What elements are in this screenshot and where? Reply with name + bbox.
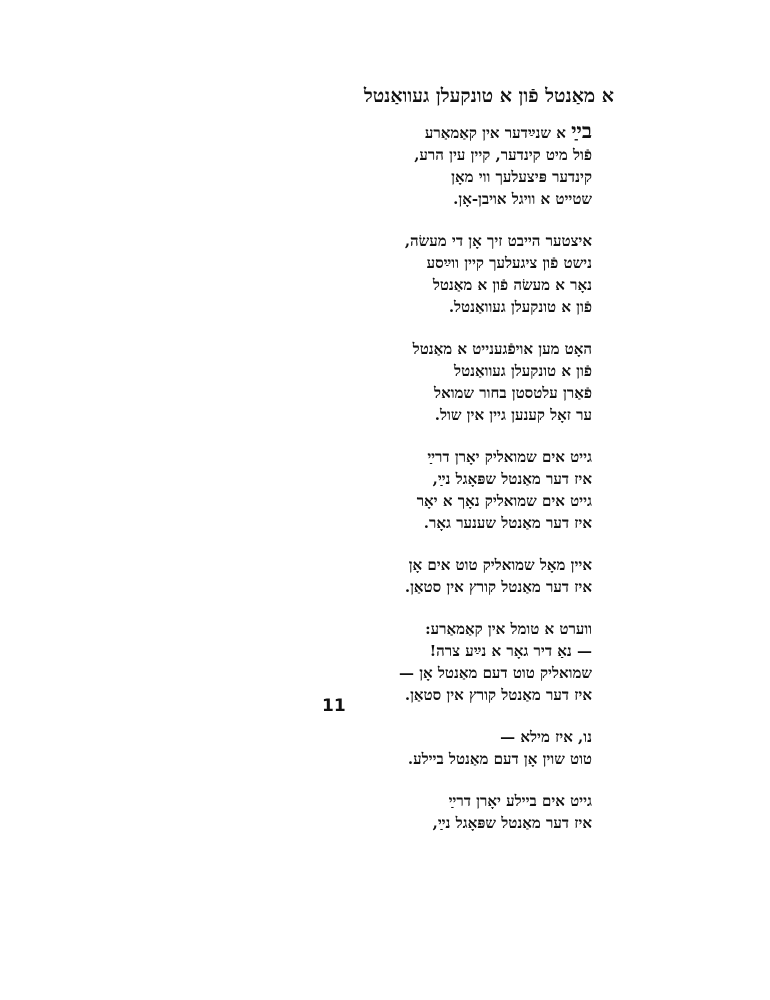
poem-line-rest: א שנײַדער אין קאַמאַרע	[424, 124, 572, 142]
poem-line: שטייט א וויגל אויבן-אָן.	[453, 190, 592, 208]
poem-line: גייט אים שמואליק נאָך א יאָר	[416, 492, 592, 510]
poem-line: פֿול מיט קינדער, קיין עין הרע,	[414, 146, 592, 164]
poem-line: איז דער מאַנטל קורץ אין סטאַן.	[404, 686, 592, 704]
poem-line: פֿון א טונקעלן געוואַנטל.	[448, 298, 592, 316]
poem-line: איז דער מאַנטל שפּאָגל נײַ,	[432, 470, 592, 488]
stanza-8	[332, 790, 592, 834]
poem-title: א מאַנטל פֿון א טונקעלן געוואַנטל	[363, 85, 614, 107]
stanza-1	[332, 120, 592, 210]
stanza-2	[332, 230, 592, 318]
stanza-3	[332, 338, 592, 426]
poem-line: האָט מען אויפֿגענייט א מאַנטל	[412, 340, 592, 358]
poem-line: איצטער הייבט זיך אָן די מעשׂה,	[404, 232, 592, 250]
stanza-7	[332, 726, 592, 770]
poem-line: פֿון א טונקעלן געוואַנטל	[454, 362, 592, 380]
poem-line: פֿאַרן עלטסטן בחור שמואל	[434, 384, 592, 402]
poem-line: נו, איז מילא —	[500, 728, 592, 746]
poem-line: — נאַ דיר גאָר א נײַע צרה!	[429, 642, 592, 660]
poem-line: שמואליק טוט דעם מאַנטל אָן —	[398, 664, 592, 682]
poem-line: ווערט א טומל אין קאַמאַרע:	[425, 620, 592, 638]
poem-line: איז דער מאַנטל קורץ אין סטאַן.	[404, 578, 592, 596]
poem-line: גייט אים שמואליק יאָרן דרײַ	[427, 448, 592, 466]
poem-body	[332, 120, 592, 854]
poem-line: איין מאָל שמואליק טוט אים אָן	[408, 556, 592, 574]
poem-line: נאָר א מעשׂה פֿון א מאַנטל	[432, 276, 592, 294]
stanza-6	[332, 618, 592, 706]
stanza-5	[332, 554, 592, 598]
poem-line: קינדער פּיצעלעך ווי מאָן	[451, 168, 592, 186]
initial-letter: בײַ	[571, 118, 592, 143]
poem-line: איז דער מאַנטל שענער גאָר.	[423, 514, 592, 532]
poem-line: ער זאָל קענען גיין אין שול.	[434, 406, 592, 424]
poem-line: איז דער מאַנטל שפּאָגל נײַ,	[432, 814, 592, 832]
poem-line: טוט שוין אָן דעם מאַנטל ביילע.	[407, 750, 592, 768]
stanza-4	[332, 446, 592, 534]
page-number: 11	[322, 696, 346, 716]
poem-line	[332, 120, 592, 144]
poem-line: גייט אים ביילע יאָרן דרײַ	[448, 792, 592, 810]
poem-line: נישט פֿון ציגעלעך קיין ווײַסע	[426, 254, 592, 272]
